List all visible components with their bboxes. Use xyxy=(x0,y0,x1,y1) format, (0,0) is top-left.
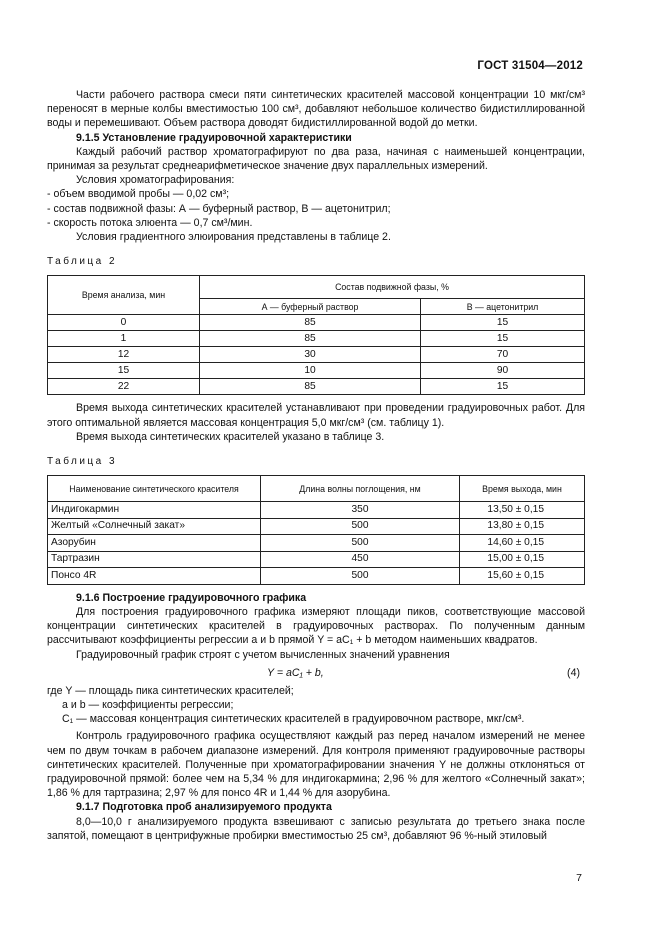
table-3 xyxy=(47,475,585,585)
table-3-cell-time: 13,50 ± 0,15 xyxy=(460,502,585,519)
table-2-header-b: В — ацетонитрил xyxy=(421,299,585,315)
table-row xyxy=(48,315,585,331)
paragraph-intro: Части рабочего раствора смеси пяти синтетических красителей массовой концентрации 10 мкг/см³ переносят в мерные колбы вместимостью 100 см³, добавляют небольшое количество бидистиллированной воды и перемешивают. Объем раствора доводят бидистиллированной водой до метки. xyxy=(47,89,585,130)
table-3-cell-wave: 500 xyxy=(261,535,460,552)
condition-volume: - объем вводимой пробы — 0,02 см³; xyxy=(47,188,230,201)
table-3-header-time: Время выхода, мин xyxy=(460,476,585,502)
table-row xyxy=(48,502,585,519)
equation-4 xyxy=(47,662,585,684)
table-3-cell-name: Желтый «Солнечный закат» xyxy=(48,518,261,535)
table-row xyxy=(48,551,585,568)
table-2-cell-time: 0 xyxy=(48,315,200,331)
table-3-cell-time: 13,80 ± 0,15 xyxy=(460,518,585,535)
page-number: 7 xyxy=(576,872,582,884)
table-3-cell-time: 15,60 ± 0,15 xyxy=(460,568,585,585)
table-2-cell-b: 15 xyxy=(421,331,585,347)
table-2-cell-time: 22 xyxy=(48,379,200,395)
table-2-cell-a: 85 xyxy=(200,315,421,331)
table-3-cell-name: Индигокармин xyxy=(48,502,261,519)
paragraph-9-1-7: 8,0—10,0 г анализируемого продукта взвешивают с записью результата до третьего знака после запятой, помещают в центрифужные пробирки вместимостью 25 см³, добавляют 96 %-ный этиловый xyxy=(47,815,585,842)
table-3-header-wave: Длина волны поглощения, нм xyxy=(261,476,460,502)
table-3-cell-name: Понсо 4R xyxy=(48,568,261,585)
table-3-header-name: Наименование синтетического красителя xyxy=(48,476,261,502)
table-2-cell-a: 85 xyxy=(200,379,421,395)
table-row xyxy=(48,331,585,347)
table-3-cell-wave: 500 xyxy=(261,568,460,585)
condition-phase: - состав подвижной фазы: А — буферный раствор, В — ацетонитрил; xyxy=(47,202,391,215)
table-2-cell-b: 15 xyxy=(421,379,585,395)
table-3-caption: Таблица 3 xyxy=(47,456,118,468)
section-9-1-7-title: 9.1.7 Подготовка проб анализируемого продукта xyxy=(76,801,332,814)
table-row xyxy=(48,535,585,552)
table-2-cell-time: 15 xyxy=(48,363,200,379)
table-row xyxy=(48,379,585,395)
table-row xyxy=(48,568,585,585)
table-2-caption: Таблица 2 xyxy=(47,256,118,268)
equation-text: Y = aC₁ + b, xyxy=(267,666,324,679)
document-id: ГОСТ 31504—2012 xyxy=(477,60,583,72)
conditions-title: Условия хроматографирования: xyxy=(76,174,235,187)
section-9-1-5-title: 9.1.5 Установление градуировочной характеристики xyxy=(76,131,352,144)
section-9-1-6-title: 9.1.6 Построение градуировочного графика xyxy=(76,591,307,604)
where-ab: a и b — коэффициенты регрессии; xyxy=(62,698,234,711)
table-3-cell-name: Тартразин xyxy=(48,551,261,568)
table-2-cell-a: 10 xyxy=(200,363,421,379)
where-y: где Y — площадь пика синтетических красителей; xyxy=(47,684,294,697)
table-2-cell-time: 1 xyxy=(48,331,200,347)
table-2 xyxy=(47,275,585,395)
table-3-cell-time: 15,00 ± 0,15 xyxy=(460,551,585,568)
paragraph-9-1-6: Для построения градуировочного графика измеряют площади пиков, соответствующие массовой концентрации синтетических красителей в градуировочных растворах. По полученным данным рассчитывают коэффициенты регрессии a и b прямой Y = aC₁ + b методом наименьших квадратов. xyxy=(47,605,585,647)
page-content xyxy=(47,88,585,843)
paragraph-control: Контроль градуировочного графика осуществляют каждый раз перед началом измерений не менее чем по двум точкам в рабочем диапазоне измерений. Для контроля применяют градуировочные растворы синтетических красителей. Полученные при хроматографировании значения Y не должны отклоняться от градуировочной прямой: более чем на 5,34 % для индигокармина; 2,96 % для желтого «Солнечный закат»; 1,86 % для тартразина; 2,97 % для понсо 4R и 1,44 % для азорубина. xyxy=(47,730,585,800)
table-2-cell-b: 70 xyxy=(421,347,585,363)
table-3-cell-wave: 450 xyxy=(261,551,460,568)
table-row xyxy=(48,347,585,363)
table-3-cell-wave: 500 xyxy=(261,518,460,535)
paragraph-table-3-ref: Время выхода синтетических красителей указано в таблице 3. xyxy=(76,430,385,443)
equation-number: (4) xyxy=(567,666,580,679)
table-3-cell-wave: 350 xyxy=(261,502,460,519)
table-2-header-time: Время анализа, мин xyxy=(48,276,200,315)
condition-flow: - скорость потока элюента — 0,7 см³/мин. xyxy=(47,216,253,229)
table-row xyxy=(48,518,585,535)
paragraph-9-1-5: Каждый рабочий раствор хроматографируют по два раза, начиная с наименьшей концентрации, принимая за результат среднеарифметическое значение двух параллельных измерений. xyxy=(47,145,585,173)
paragraph-retention-time: Время выхода синтетических красителей устанавливают при проведении градуировочных работ. Для этого оптимальной является массовая концентрация 5,0 мкг/см³ (см. таблицу 1). xyxy=(47,402,585,429)
gradient-note: Условия градиентного элюирования представлены в таблице 2. xyxy=(76,231,391,244)
paragraph-equation-intro: Градуировочный график строят с учетом вычисленных значений уравнения xyxy=(76,648,450,661)
table-2-cell-time: 12 xyxy=(48,347,200,363)
table-2-cell-b: 15 xyxy=(421,315,585,331)
table-2-cell-a: 85 xyxy=(200,331,421,347)
table-2-cell-a: 30 xyxy=(200,347,421,363)
where-c1: C₁ — массовая концентрация синтетических красителей в градуировочном растворе, мкг/см³. xyxy=(62,713,525,726)
table-3-cell-time: 14,60 ± 0,15 xyxy=(460,535,585,552)
table-row xyxy=(48,363,585,379)
table-3-cell-name: Азорубин xyxy=(48,535,261,552)
table-2-header-phase: Состав подвижной фазы, % xyxy=(200,276,585,299)
table-2-header-a: А — буферный раствор xyxy=(200,299,421,315)
table-2-cell-b: 90 xyxy=(421,363,585,379)
